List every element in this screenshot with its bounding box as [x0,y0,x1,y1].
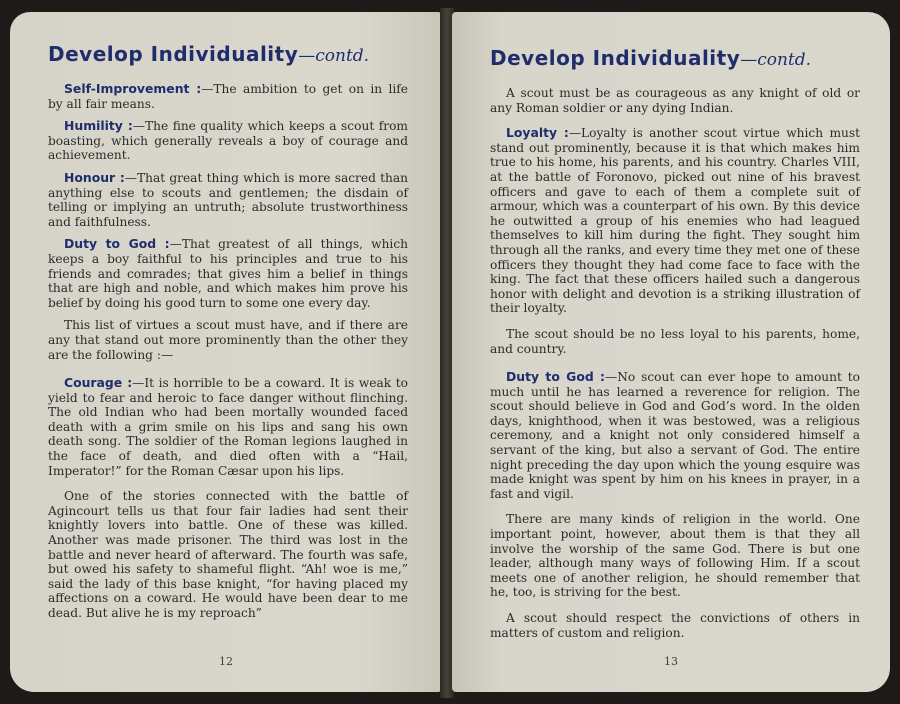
paragraph-text: There are many kinds of religion in the world. One important point, however, about them is that they all involve the worship of the same God. There is but one leader, although many ways of following Him. If a scout meets one of another religion, he should remember that he, too, is striving for the best. [490,512,860,600]
right-title-suffix: —contd. [740,50,812,70]
paragraph-agincourt [48,489,408,620]
page-number: 12 [219,655,233,668]
paragraph-text: —No scout can ever hope to amount to much until he has learned a reverence for religion. The scout should believe in God and God’s word. In the olden days, knighthood, when it was bestowed, was a religious ceremony, and a knight not only considered himself a servant of the king, but also a servant of God. The entire night preceding the day upon which the young esquire was made knight was spent by him on his knees in prayer, in a fast and vigil. [490,370,860,501]
paragraph-virtues-list [48,318,408,362]
paragraph-heading: Loyalty : [506,125,569,141]
paragraph-text: A scout should respect the convictions of others in matters of custom and religion. [490,611,860,640]
paragraph-courageous-scout [490,86,860,115]
paragraph-text: —It is horrible to be a coward. It is weak to yield to fear and heroic to face danger without flinching. The old Indian who had been mortally wounded faced death with a grim smile on his lips and sang his own death song. The soldier of the Roman legions laughed in the face of death, and died often with a “Hail, Imperator!” for the Roman Cæsar upon his lips. [48,376,408,478]
page-number: 13 [664,655,678,668]
paragraph-text: —The fine quality which keeps a scout from boasting, which generally reveals a boy of courage and achievement. [48,119,408,163]
paragraph-religion [490,512,860,600]
paragraph-text: One of the stories connected with the battle of Agincourt tells us that four fair ladies had sent their knightly lovers into battle. One of these was killed. Another was made prisoner. The third was lost in the battle and never heard of afterward. The fourth was safe, but owed his safety to shameful flight. “Ah! woe is me,” said the lady of this base knight, “for having placed my affections on a coward. He would have been dear to me dead. But alive he is my reproach” [48,489,408,620]
paragraph-loyal-scout [490,327,860,356]
paragraph-text: —That great thing which is more sacred than anything else to scouts and gentlemen; the disdain of telling or implying an untruth; absolute trustworthiness and faithfulness. [48,170,408,229]
paragraph-courage [48,376,408,478]
left-title-suffix: —contd. [298,46,370,66]
right-title-text: Develop Individuality [490,46,741,70]
left-title-text: Develop Individuality [48,42,299,66]
paragraph-text: —The ambition to get on in life by all fair means. [48,82,408,111]
paragraph-self-improvement [48,82,408,111]
paragraph-heading: Courage : [64,375,133,391]
paragraph-heading: Duty to God : [506,369,605,385]
paragraph-honour [48,171,408,229]
paragraph-text: A scout must be as courageous as any knight of old or any Roman soldier or any dying Indian. [490,86,860,115]
paragraph-heading: Duty to God : [64,236,170,252]
paragraph-text: —That greatest of all things, which keeps a boy faithful to his principles and true to his friends and comrades; that gives him a belief in things that are high and noble, and which makes him prove his belief by doing his good turn to some one every day. [48,237,408,310]
left-page [10,12,442,692]
paragraph-heading: Humility : [64,118,133,134]
paragraph-text: The scout should be no less loyal to his parents, home, and country. [490,326,860,356]
paragraph-duty-to-god-right [490,370,860,501]
paragraph-text: This list of virtues a scout must have, and if there are any that stand out more prominently than the other they are the following :— [48,318,408,362]
paragraph-duty-to-god [48,237,408,310]
paragraph-text: —Loyalty is another scout virtue which must stand out prominently, because it is that which makes him true to his home, his parents, and his country. Charles VIII, at the battle of Foronovo, picked out nine of his bravest officers and gave to each of them a complete suit of armour, which was a counterpart of his own. By this device he outwitted a group of his enemies who had leagued themselves to kill him during the fight. They sought him through all the ranks, and every time they met one of these officers they thought they had come face to face with the king. The fact that these officers hailed such a dangerous honor with delight and devotion is a striking illustration of their loyalty. [490,126,860,316]
paragraph-respect [490,611,860,640]
paragraph-heading: Self-Improvement : [64,81,202,96]
paragraph-humility [48,119,408,163]
right-page-title [490,46,860,70]
left-page-title [48,42,408,66]
paragraph-loyalty [490,126,860,316]
right-page [452,12,890,692]
paragraph-heading: Honour : [64,169,125,185]
